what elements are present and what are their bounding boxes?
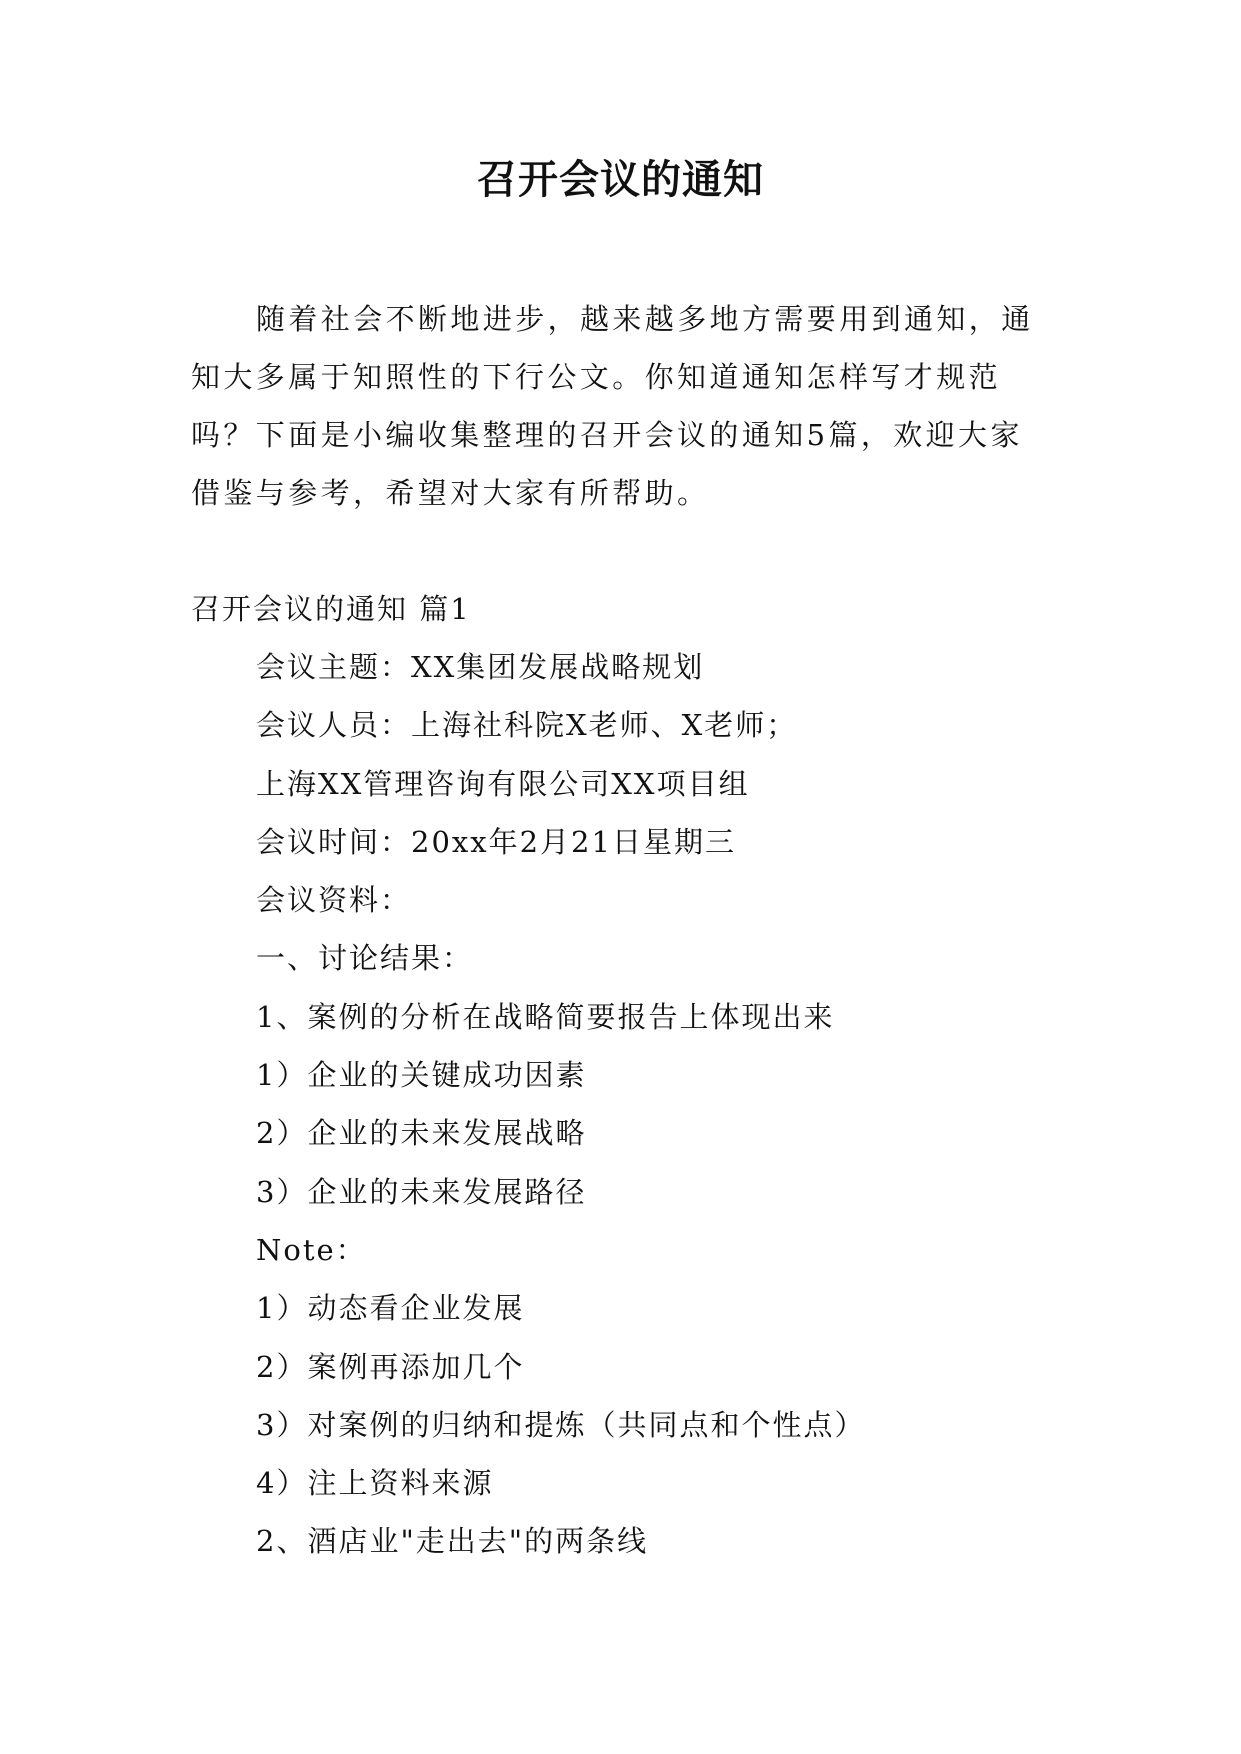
content-line: 会议资料： (256, 883, 412, 918)
content-line: Note： (256, 1232, 367, 1267)
content-line: 4）注上资料来源 (256, 1466, 494, 1501)
content-line: 上海XX管理咨询有限公司XX项目组 (256, 766, 750, 801)
content-line: 3）企业的未来发展路径 (256, 1174, 587, 1209)
content-line: 1、案例的分析在战略简要报告上体现出来 (256, 999, 835, 1034)
document-title: 召开会议的通知 (477, 157, 764, 203)
intro-paragraph: 随着社会不断地进步，越来越多地方需要用到通知，通知大多属于知照性的下行公文。你知道通知怎样写才规范吗？下面是小编收集整理的召开会议的通知5篇，欢迎大家借鉴与参考，希望对大家有所帮助。 (191, 302, 1034, 510)
content-line: 会议人员：上海社科院X老师、X老师； (256, 708, 798, 743)
content-line: 一、讨论结果： (256, 941, 474, 976)
content-line: 会议时间：20xx年2月21日星期三 (256, 824, 736, 859)
content-line: 1）企业的关键成功因素 (256, 1058, 587, 1093)
content-line: 3）对案例的归纳和提炼（共同点和个性点） (256, 1407, 866, 1442)
content-line: 会议主题：XX集团发展战略规划 (256, 650, 705, 684)
content-line: 1）动态看企业发展 (256, 1291, 525, 1326)
content-line: 2、酒店业"走出去"的两条线 (256, 1524, 649, 1559)
content-line: 2）企业的未来发展战略 (256, 1116, 587, 1151)
content-line: 2）案例再添加几个 (256, 1349, 525, 1384)
section-heading: 召开会议的通知 篇1 (191, 592, 471, 626)
content-lines (256, 638, 1056, 1571)
